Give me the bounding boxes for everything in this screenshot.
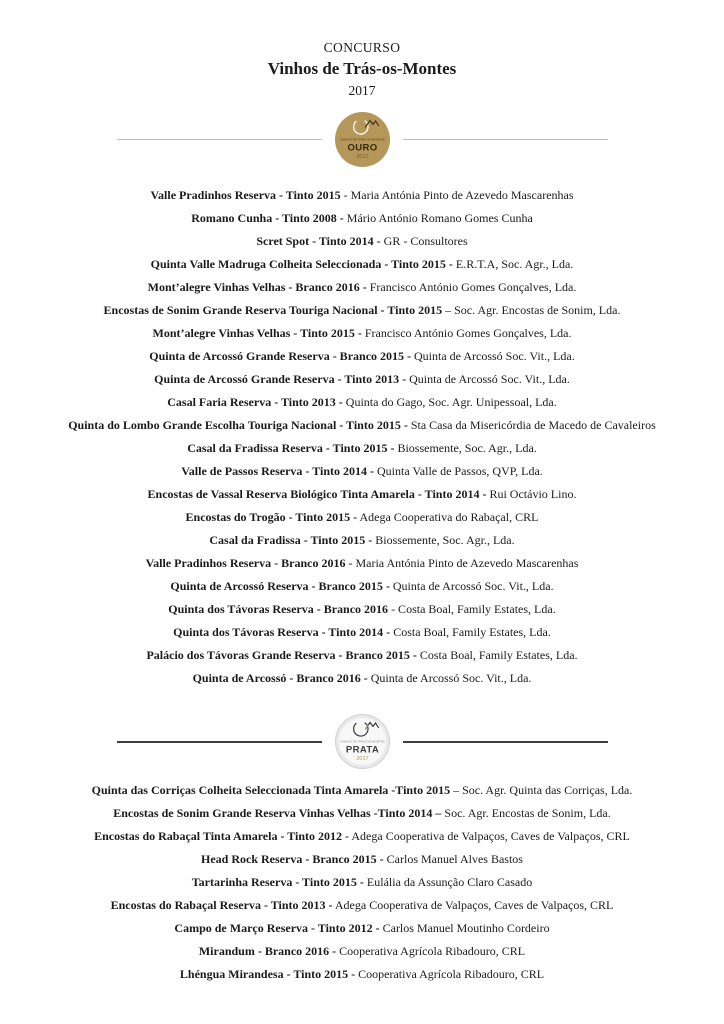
wine-name: Lhéngua Mirandesa - Tinto 2015 - <box>179 967 356 981</box>
award-row <box>0 598 724 621</box>
producer-name: Mário António Romano Gomes Cunha <box>343 211 533 225</box>
silver-medal-divider <box>0 714 724 769</box>
gold-medal-label: OURO <box>346 142 378 154</box>
competition-year: 2017 <box>348 83 376 98</box>
medal-brand-text: VINHOS DE TRÁS-OS-MONTES <box>339 739 385 744</box>
wine-name: Quinta de Arcossó Grande Reserva - Tinto 2013 - <box>154 372 407 386</box>
award-row <box>0 871 724 894</box>
silver-medal-year: 2017 <box>355 756 369 762</box>
wine-name: Valle de Passos Reserva - Tinto 2014 - <box>181 464 374 478</box>
document-header <box>0 0 724 99</box>
award-row <box>0 207 724 230</box>
wine-name: Mont’alegre Vinhas Velhas - Tinto 2015 - <box>152 326 362 340</box>
competition-label: CONCURSO <box>323 40 401 55</box>
award-row <box>0 322 724 345</box>
award-row <box>0 621 724 644</box>
producer-name: Costa Boal, Family Estates, Lda. <box>416 648 578 662</box>
award-row <box>0 529 724 552</box>
wine-name: Scret Spot - Tinto 2014 - <box>256 234 381 248</box>
producer-name: E.R.T.A, Soc. Agr., Lda. <box>452 257 574 271</box>
wine-name: Quinta de Arcossó Reserva - Branco 2015 - <box>170 579 390 593</box>
producer-name: - Maria Antónia Pinto de Azevedo Mascarenhas <box>345 556 579 570</box>
divider-line-right <box>403 139 608 140</box>
award-row <box>0 253 724 276</box>
producer-name: Costa Boal, Family Estates, Lda. <box>390 625 551 639</box>
award-row <box>0 963 724 986</box>
award-row <box>0 483 724 506</box>
producer-name: Adega Cooperativa do Rabaçal, CRL <box>357 510 539 524</box>
award-row <box>0 184 724 207</box>
wine-name: Quinta dos Távoras Reserva - Branco 2016 <box>168 602 389 616</box>
wine-name: Quinta de Arcossó Grande Reserva - Branco 2015 - <box>149 349 412 363</box>
wine-name: Head Rock Reserva - Branco 2015 - <box>201 852 384 866</box>
award-row <box>0 230 724 253</box>
award-row <box>0 437 724 460</box>
award-row <box>0 368 724 391</box>
wine-name: Mont’alegre Vinhas Velhas - Branco 2016 - <box>147 280 367 294</box>
silver-medal-label: PRATA <box>345 744 379 756</box>
gold-medal-year: 2017 <box>355 154 369 160</box>
award-row <box>0 802 724 825</box>
award-row <box>0 391 724 414</box>
page-title: Vinhos de Trás-os-Montes <box>267 59 457 78</box>
award-row <box>0 460 724 483</box>
award-row <box>0 825 724 848</box>
producer-name: GR - Consultores <box>380 234 468 248</box>
producer-name: Biossemente, Soc. Agr., Lda. <box>394 441 537 455</box>
wine-name: Encostas do Rabaçal Tinta Amarela - Tinto 2012 <box>94 829 343 843</box>
award-row <box>0 894 724 917</box>
divider-line-left <box>117 139 322 140</box>
wine-name: Palácio dos Távoras Grande Reserva - Branco 2015 - <box>146 648 417 662</box>
award-row <box>0 644 724 667</box>
producer-name: Sta Casa da Misericórdia de Macedo de Cavaleiros <box>407 418 656 432</box>
award-row <box>0 299 724 322</box>
producer-name: - Adega Cooperativa de Valpaços, Caves de Valpaços, CRL <box>342 829 630 843</box>
award-row <box>0 414 724 437</box>
gold-medal-divider <box>0 112 724 167</box>
producer-name: Quinta Valle de Passos, QVP, Lda. <box>374 464 543 478</box>
wine-name: Casal da Fradissa Reserva - Tinto 2015 - <box>187 441 395 455</box>
wine-name: Casal da Fradissa - Tinto 2015 - <box>209 533 373 547</box>
award-row <box>0 667 724 690</box>
wine-name: Encostas de Sonim Grande Reserva Touriga Nacional - Tinto 2015 <box>103 303 443 317</box>
wine-name: Quinta dos Távoras Reserva - Tinto 2014 - <box>173 625 391 639</box>
award-row <box>0 506 724 529</box>
award-row <box>0 575 724 598</box>
silver-award-list <box>0 779 724 986</box>
wine-name: Encostas do Trogão - Tinto 2015 - <box>185 510 358 524</box>
producer-name: Cooperativa Agrícola Ribadouro, CRL <box>336 944 526 958</box>
wine-name: Quinta das Corriças Colheita Seleccionada Tinta Amarela -Tinto 2015 <box>91 783 451 797</box>
wine-name: Encostas de Sonim Grande Reserva Vinhas Velhas -Tinto 2014 – <box>113 806 442 820</box>
producer-name: - Maria Antónia Pinto de Azevedo Mascarenhas <box>340 188 574 202</box>
wine-name: Quinta Valle Madruga Colheita Seleccionada - Tinto 2015 - <box>150 257 453 271</box>
producer-name: Biossemente, Soc. Agr., Lda. <box>372 533 515 547</box>
producer-name: Soc. Agr. Encostas de Sonim, Lda. <box>441 806 611 820</box>
producer-name: – Soc. Agr. Quinta das Corriças, Lda. <box>450 783 633 797</box>
producer-name: Rui Octávio Lino. <box>486 487 577 501</box>
award-row <box>0 276 724 299</box>
wine-name: Encostas do Rabaçal Reserva - Tinto 2013 - <box>110 898 333 912</box>
producer-name: Quinta do Gago, Soc. Agr. Unipessoal, Lda. <box>342 395 557 409</box>
producer-name: - Costa Boal, Family Estates, Lda. <box>388 602 556 616</box>
award-row <box>0 848 724 871</box>
gold-medal-icon <box>335 112 390 167</box>
award-row <box>0 917 724 940</box>
divider-line-left <box>117 741 322 743</box>
award-row <box>0 552 724 575</box>
producer-name: Francisco António Gomes Gonçalves, Lda. <box>366 280 577 294</box>
producer-name: Carlos Manuel Moutinho Cordeiro <box>379 921 550 935</box>
producer-name: Carlos Manuel Alves Bastos <box>383 852 523 866</box>
wine-name: Casal Faria Reserva - Tinto 2013 - <box>167 395 343 409</box>
award-row <box>0 345 724 368</box>
producer-name: Cooperativa Agrícola Ribadouro, CRL <box>355 967 545 981</box>
wine-name: Valle Pradinhos Reserva - Branco 2016 <box>145 556 346 570</box>
medal-brand-text: VINHOS DE TRÁS-OS-MONTES <box>339 137 385 142</box>
wine-name: Quinta do Lombo Grande Escolha Touriga Nacional - Tinto 2015 - <box>68 418 408 432</box>
wine-name: Encostas de Vassal Reserva Biológico Tinta Amarela - Tinto 2014 - <box>147 487 487 501</box>
producer-name: Quinta de Arcossó Soc. Vit., Lda. <box>406 372 570 386</box>
wine-name: Valle Pradinhos Reserva - Tinto 2015 <box>150 188 341 202</box>
award-row <box>0 779 724 802</box>
wine-name: Campo de Março Reserva - Tinto 2012 - <box>174 921 380 935</box>
wine-name: Romano Cunha - Tinto 2008 - <box>191 211 344 225</box>
silver-medal-icon <box>335 714 390 769</box>
award-row <box>0 940 724 963</box>
producer-name: Quinta de Arcossó Soc. Vit., Lda. <box>411 349 575 363</box>
producer-name: Quinta de Arcossó Soc. Vit., Lda. <box>367 671 532 685</box>
producer-name: Quinta de Arcossó Soc. Vit., Lda. <box>389 579 554 593</box>
producer-name: Eulália da Assunção Claro Casado <box>363 875 533 889</box>
wine-name: Tartarinha Reserva - Tinto 2015 - <box>191 875 364 889</box>
producer-name: – Soc. Agr. Encostas de Sonim, Lda. <box>442 303 621 317</box>
producer-name: Francisco António Gomes Gonçalves, Lda. <box>361 326 572 340</box>
producer-name: Adega Cooperativa de Valpaços, Caves de Valpaços, CRL <box>332 898 614 912</box>
divider-line-right <box>403 741 608 743</box>
wine-name: Quinta de Arcossó - Branco 2016 - <box>192 671 368 685</box>
wine-name: Mirandum - Branco 2016 - <box>198 944 337 958</box>
gold-award-list <box>0 184 724 690</box>
